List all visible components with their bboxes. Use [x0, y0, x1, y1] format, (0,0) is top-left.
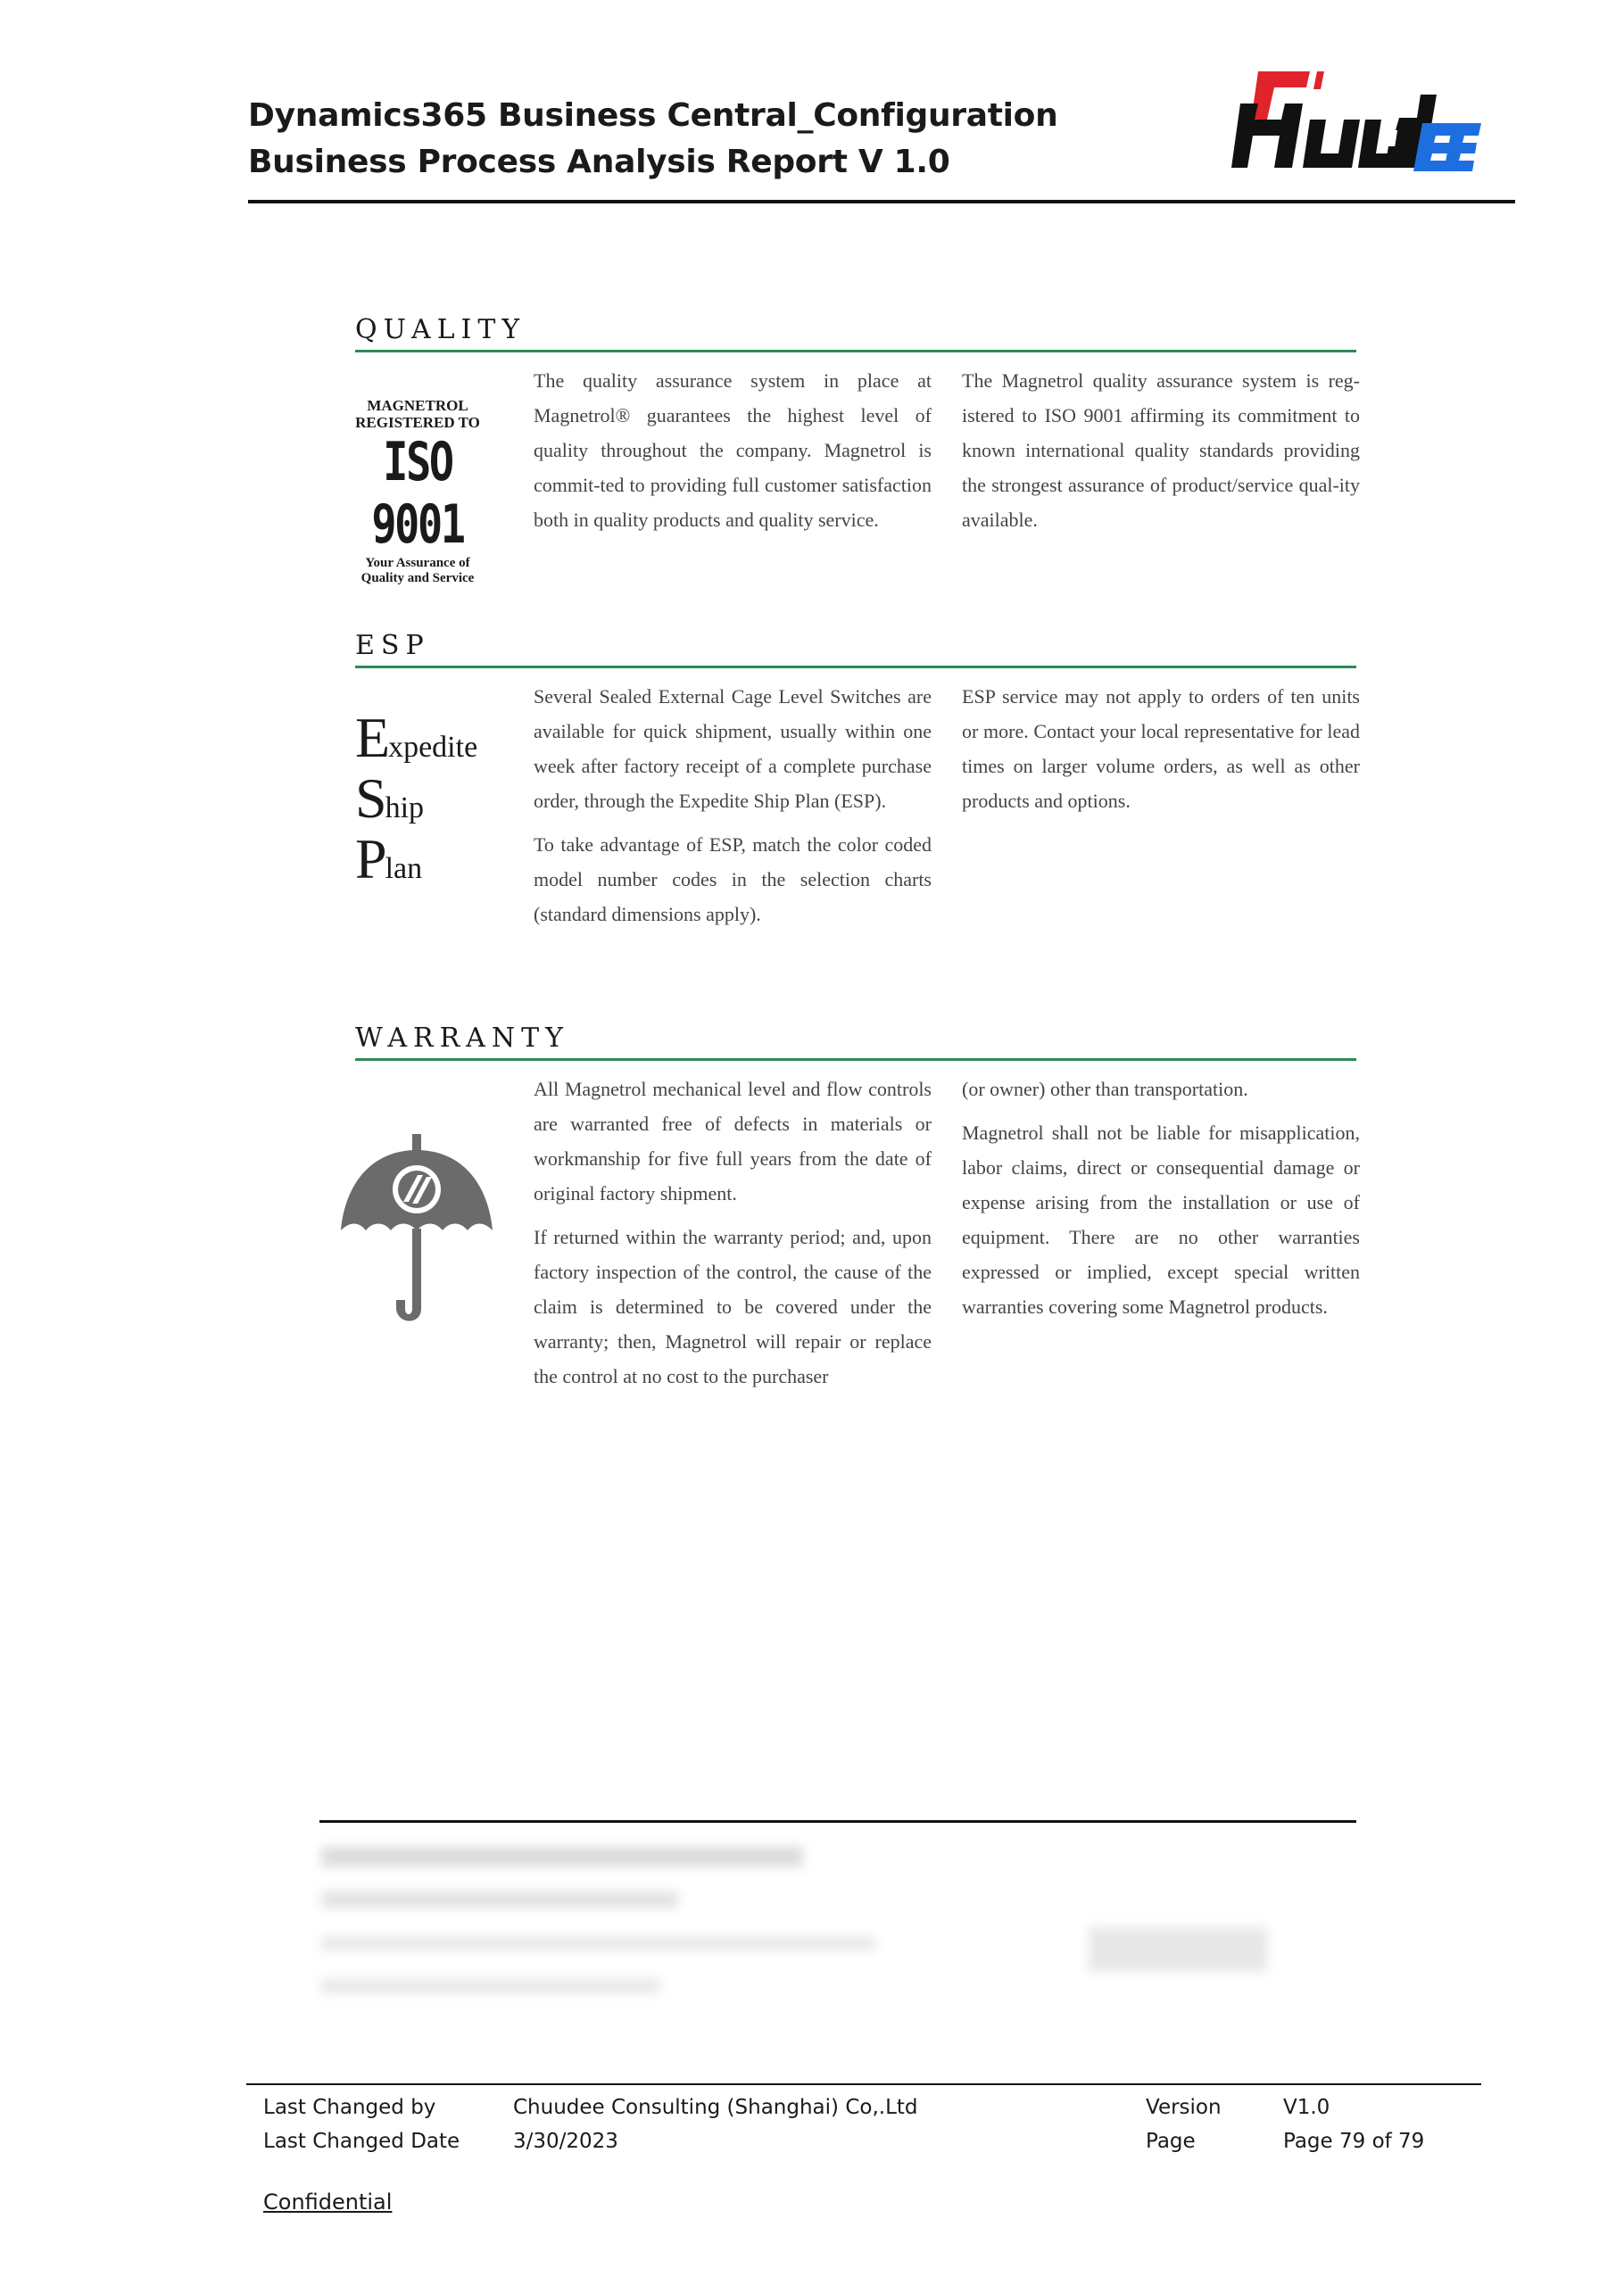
quality-heading: QUALITY: [355, 314, 526, 345]
footer-labels-column: [263, 2090, 460, 2158]
document-title-line2: Business Process Analysis Report V 1.0: [248, 144, 950, 180]
warranty-left-paragraph-1: All Magnetrol mechanical level and flow controls are warranted free of defects in materials or workmanship for five full years from the date of original factory shipment.: [534, 1078, 932, 1205]
esp-e-cap: E: [355, 706, 391, 769]
iso-badge-main: ISO 9001: [371, 431, 464, 556]
esp-s-cap: S: [355, 766, 387, 830]
esp-section: [355, 628, 1360, 1054]
quality-heading-rule: [355, 350, 1356, 352]
content-bottom-divider: [319, 1820, 1356, 1823]
warranty-heading-rule: [355, 1058, 1356, 1061]
esp-left-column: [534, 679, 932, 931]
footer-divider: [246, 2083, 1481, 2085]
esp-e-rest: xpedite: [388, 731, 478, 764]
warranty-left-paragraph-2: If returned within the warranty period; and, upon factory inspection of the control, the cause of the claim is determined to be covered under the warranty; then, Magnetrol will repair or replace the control at no cost to the purchaser: [534, 1226, 932, 1387]
esp-s-rest: hip: [385, 791, 425, 824]
iso-badge-line4: Quality and Service: [360, 571, 475, 585]
page-number: Page 79 of 79: [1283, 2130, 1425, 2153]
esp-left-paragraph-2: To take advantage of ESP, match the color coded model number codes in the selection charts (standard dimensions apply).: [534, 833, 932, 925]
quality-right-column: [962, 363, 1360, 537]
esp-heading-rule: [355, 666, 1356, 668]
blurred-region: [321, 1829, 1321, 2025]
iso-badge-line1: MAGNETROL: [367, 397, 468, 414]
warranty-right-column: [962, 1072, 1360, 1324]
warranty-right-paragraph-1: (or owner) other than transportation.: [962, 1078, 1248, 1100]
warranty-heading: WARRANTY: [355, 1022, 569, 1054]
footer-version-values: [1283, 2090, 1424, 2158]
esp-p-rest: lan: [385, 852, 423, 885]
last-changed-date-label: Last Changed Date: [263, 2130, 460, 2153]
version-value: V1.0: [1283, 2096, 1330, 2119]
iso-9001-badge: [355, 397, 480, 586]
esp-right-column: [962, 679, 1360, 818]
esp-p-cap: P: [355, 827, 387, 890]
chuudee-logo: [1231, 68, 1481, 175]
footer-version-labels: [1146, 2090, 1222, 2158]
expedite-ship-plan-badge: [355, 708, 507, 890]
last-changed-by-label: Last Changed by: [263, 2096, 436, 2119]
header-divider: [248, 200, 1515, 203]
iso-badge-line2: REGISTERED TO: [355, 414, 480, 431]
quality-left-column: [534, 363, 932, 537]
quality-right-text: The Magnetrol quality assurance system is reg-istered to ISO 9001 affirming its commitment to known international quality standards providing the strongest assurance of product/service qual-ity available.: [962, 369, 1360, 531]
confidential-label: Confidential: [263, 2190, 393, 2215]
umbrella-icon: [341, 1134, 493, 1330]
quality-left-text: The quality assurance system in place at Magnetrol® guarantees the highest level of quality throughout the company. Magnetrol is commit-ted to providing full customer satisfaction both in quality products and quality service.: [534, 369, 932, 531]
warranty-left-column: [534, 1072, 932, 1394]
esp-left-paragraph-1: Several Sealed External Cage Level Switches are available for quick shipment, usually within one week after factory receipt of a complete purchase order, through the Expedite Ship Plan (ESP).: [534, 685, 932, 812]
warranty-right-paragraph-2: Magnetrol shall not be liable for misapplication, labor claims, direct or consequential damage or expense arising from the installation or use of equipment. There are no other warranties expressed or implied, except special written warranties covering some Magnetrol products.: [962, 1122, 1360, 1318]
last-changed-date-value: 3/30/2023: [513, 2130, 618, 2153]
page-label: Page: [1146, 2130, 1196, 2153]
version-label: Version: [1146, 2096, 1222, 2119]
esp-heading: ESP: [355, 630, 430, 661]
last-changed-by-value: Chuudee Consulting (Shanghai) Co,.Ltd: [513, 2096, 918, 2119]
document-title-line1: Dynamics365 Business Central_Configuration: [248, 97, 1058, 134]
iso-badge-line3: Your Assurance of: [365, 556, 470, 570]
esp-right-text: ESP service may not apply to orders of ten units or more. Contact your local representative for lead times on larger volume orders, as well as other products and options.: [962, 685, 1360, 812]
footer-values-column: [513, 2090, 918, 2158]
warranty-section: [355, 1021, 1360, 1446]
